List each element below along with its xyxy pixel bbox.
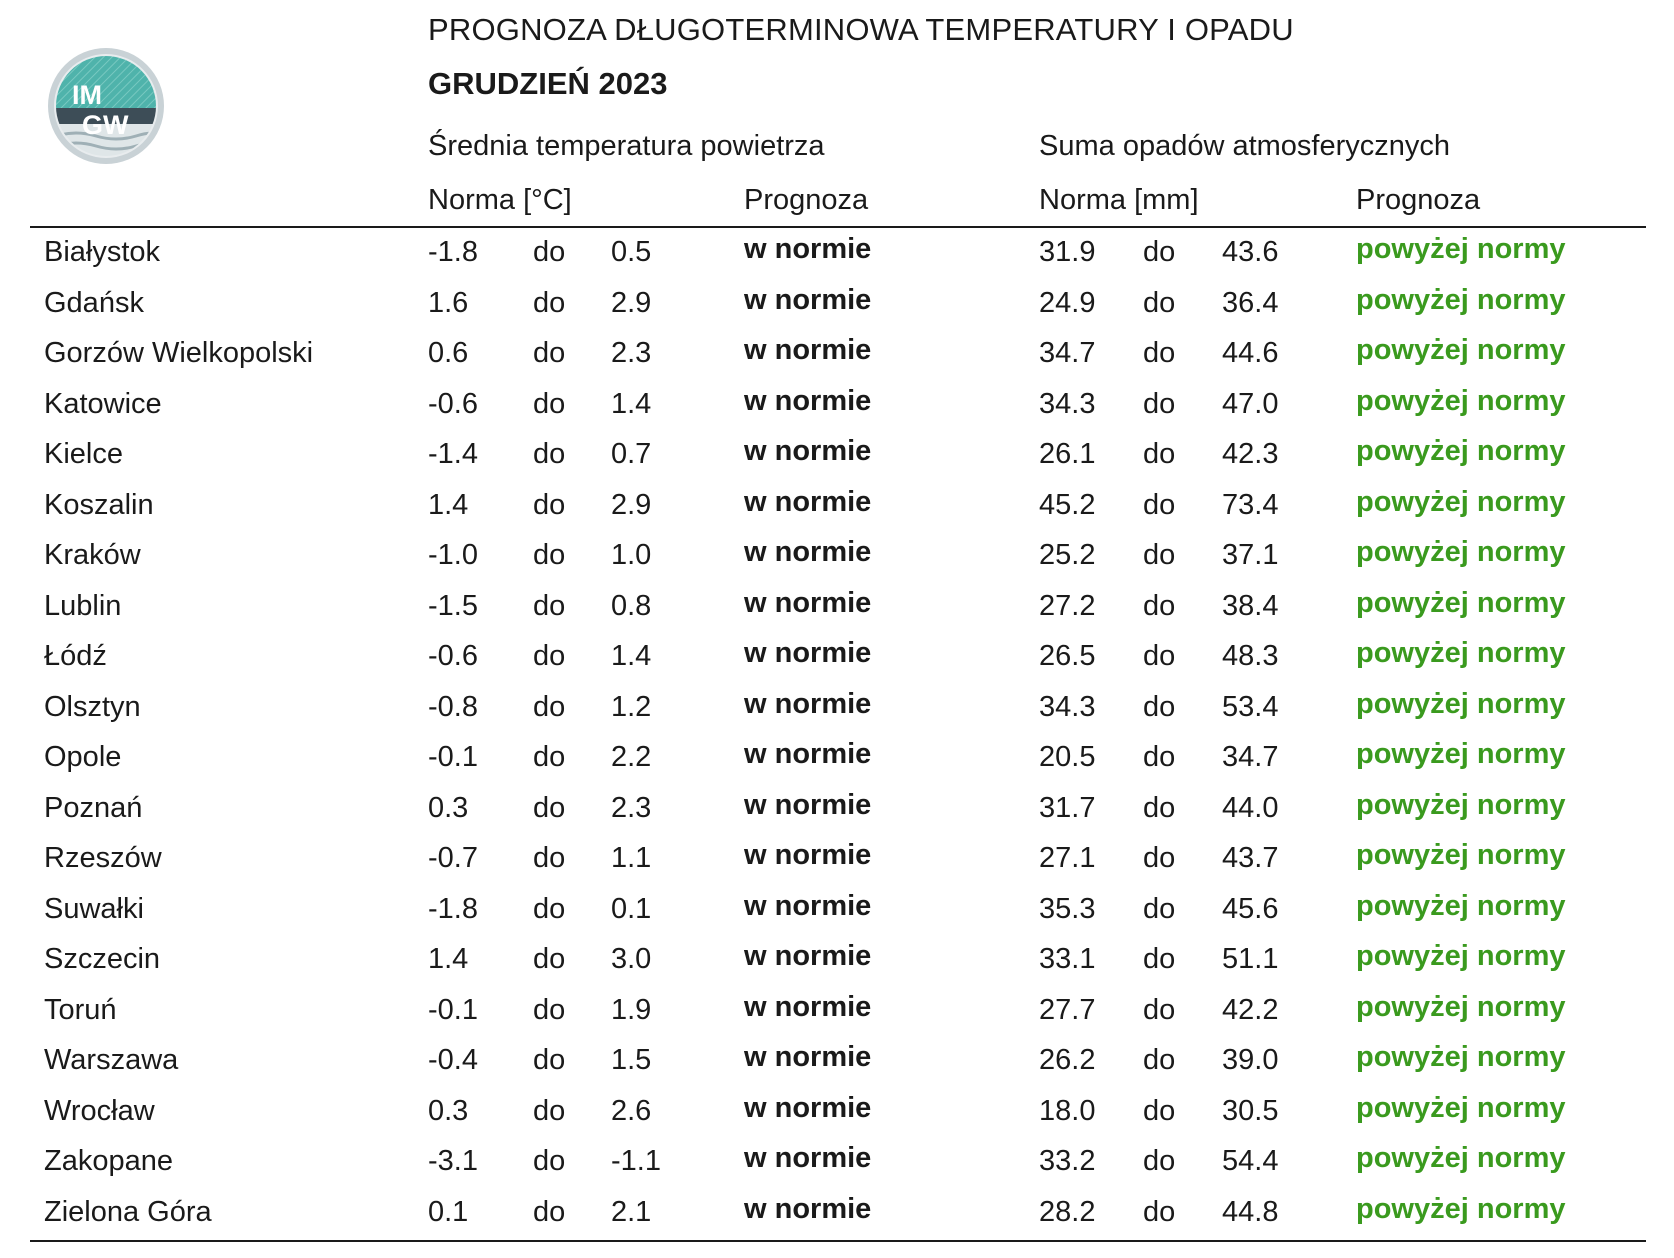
precipitation-forecast: powyżej normy <box>1356 1091 1566 1124</box>
city-name: Opole <box>44 741 122 773</box>
imgw-logo <box>46 46 166 166</box>
precipitation-norm-min: 18.0 <box>1039 1094 1096 1127</box>
temperature-range-separator: do <box>533 236 566 268</box>
logo-text-bottom: GW <box>82 110 129 140</box>
table-row <box>0 834 1674 885</box>
temperature-norm-max: 2.9 <box>611 286 652 319</box>
temperature-norm-min: 0.6 <box>428 337 469 369</box>
precipitation-norm-min: 33.1 <box>1039 943 1096 975</box>
precipitation-range-separator: do <box>1143 943 1176 975</box>
city-name: Zakopane <box>44 1145 173 1177</box>
precipitation-norm-min: 26.1 <box>1039 438 1096 470</box>
precipitation-norm-min: 27.2 <box>1039 589 1096 622</box>
city-name: Łódź <box>44 640 107 672</box>
temperature-norm-max: 1.4 <box>611 640 652 672</box>
temperature-range-separator: do <box>533 286 566 319</box>
precipitation-forecast-header: Prognoza <box>1356 184 1481 216</box>
city-name: Rzeszów <box>44 842 162 874</box>
precipitation-range-separator: do <box>1143 1195 1176 1228</box>
table-row <box>0 632 1674 683</box>
temperature-norm-min: 1.4 <box>428 943 469 975</box>
precipitation-range-separator: do <box>1143 791 1176 824</box>
temperature-norm-max: 1.0 <box>611 539 652 571</box>
precipitation-norm-min: 31.9 <box>1039 236 1096 268</box>
precipitation-forecast: powyżej normy <box>1356 334 1566 366</box>
temperature-forecast: w normie <box>744 1041 872 1073</box>
temperature-forecast: w normie <box>744 839 872 871</box>
city-name: Katowice <box>44 387 162 420</box>
precipitation-forecast: powyżej normy <box>1356 283 1566 316</box>
temperature-norm-min: -0.1 <box>428 993 478 1026</box>
precipitation-range-separator: do <box>1143 337 1176 369</box>
city-name: Warszawa <box>44 1044 179 1076</box>
precipitation-range-separator: do <box>1143 1094 1176 1127</box>
temperature-range-separator: do <box>533 1044 566 1076</box>
temperature-forecast: w normie <box>744 536 872 568</box>
temperature-norm-min: -1.0 <box>428 539 478 571</box>
temperature-norm-min: -0.1 <box>428 741 478 773</box>
table-row <box>0 1036 1674 1087</box>
precipitation-norm-max: 48.3 <box>1222 640 1279 672</box>
temperature-range-separator: do <box>533 387 566 420</box>
city-name: Suwałki <box>44 892 144 925</box>
precipitation-forecast: powyżej normy <box>1356 687 1566 720</box>
precipitation-forecast: powyżej normy <box>1356 1192 1566 1225</box>
precipitation-range-separator: do <box>1143 589 1176 622</box>
page-title: PROGNOZA DŁUGOTERMINOWA TEMPERATURY I OPADU <box>428 12 1294 47</box>
precipitation-norm-min: 25.2 <box>1039 539 1096 571</box>
temperature-norm-max: 2.2 <box>611 741 652 773</box>
precipitation-forecast: powyżej normy <box>1356 1142 1566 1174</box>
precipitation-norm-min: 28.2 <box>1039 1195 1096 1228</box>
precipitation-forecast: powyżej normy <box>1356 889 1566 922</box>
temperature-norm-max: 2.1 <box>611 1195 652 1228</box>
city-name: Gdańsk <box>44 286 144 319</box>
temperature-norm-min: -1.8 <box>428 892 478 925</box>
temperature-norm-max: 2.6 <box>611 1094 652 1127</box>
temperature-range-separator: do <box>533 640 566 672</box>
table-row <box>0 1137 1674 1188</box>
city-name: Lublin <box>44 589 122 622</box>
table-row <box>0 733 1674 784</box>
precipitation-norm-header: Norma [mm] <box>1039 184 1199 216</box>
temperature-norm-min: -0.4 <box>428 1044 478 1076</box>
precipitation-norm-min: 27.1 <box>1039 842 1096 874</box>
precipitation-norm-max: 39.0 <box>1222 1044 1279 1076</box>
precipitation-norm-min: 35.3 <box>1039 892 1096 925</box>
precipitation-norm-max: 54.4 <box>1222 1145 1279 1177</box>
precipitation-norm-min: 20.5 <box>1039 741 1096 773</box>
temperature-norm-max: 0.8 <box>611 589 652 622</box>
temperature-norm-min: 0.3 <box>428 791 469 824</box>
city-name: Toruń <box>44 993 117 1026</box>
temperature-forecast: w normie <box>744 889 872 922</box>
table-row <box>0 329 1674 380</box>
precipitation-forecast: powyżej normy <box>1356 233 1566 265</box>
temperature-range-separator: do <box>533 1145 566 1177</box>
precipitation-range-separator: do <box>1143 387 1176 420</box>
temperature-forecast: w normie <box>744 586 872 619</box>
temperature-norm-header: Norma [°C] <box>428 184 572 216</box>
forecast-table <box>0 228 1674 1238</box>
precipitation-range-separator: do <box>1143 690 1176 723</box>
temperature-range-separator: do <box>533 539 566 571</box>
temperature-norm-max: 2.3 <box>611 791 652 824</box>
precipitation-forecast: powyżej normy <box>1356 839 1566 871</box>
temperature-norm-max: 0.5 <box>611 236 652 268</box>
table-row <box>0 531 1674 582</box>
temperature-forecast: w normie <box>744 384 872 417</box>
precipitation-forecast: powyżej normy <box>1356 435 1566 467</box>
table-row <box>0 228 1674 279</box>
precipitation-range-separator: do <box>1143 640 1176 672</box>
table-row <box>0 1188 1674 1239</box>
temperature-norm-min: -0.8 <box>428 690 478 723</box>
precipitation-section-heading: Suma opadów atmosferycznych <box>1039 130 1451 162</box>
precipitation-norm-max: 30.5 <box>1222 1094 1279 1127</box>
precipitation-range-separator: do <box>1143 488 1176 521</box>
precipitation-norm-max: 37.1 <box>1222 539 1279 571</box>
temperature-range-separator: do <box>533 488 566 521</box>
precipitation-norm-max: 42.2 <box>1222 993 1279 1026</box>
precipitation-norm-min: 31.7 <box>1039 791 1096 824</box>
temperature-forecast: w normie <box>744 233 872 265</box>
temperature-forecast: w normie <box>744 687 872 720</box>
temperature-norm-max: 1.4 <box>611 387 652 420</box>
temperature-forecast: w normie <box>744 485 872 518</box>
precipitation-norm-max: 34.7 <box>1222 741 1279 773</box>
precipitation-norm-max: 36.4 <box>1222 286 1279 319</box>
precipitation-range-separator: do <box>1143 892 1176 925</box>
precipitation-norm-min: 27.7 <box>1039 993 1096 1026</box>
temperature-range-separator: do <box>533 842 566 874</box>
city-name: Kielce <box>44 438 123 470</box>
temperature-norm-min: 0.1 <box>428 1195 469 1228</box>
precipitation-range-separator: do <box>1143 286 1176 319</box>
page-subtitle: GRUDZIEŃ 2023 <box>428 66 668 101</box>
table-row <box>0 683 1674 734</box>
precipitation-forecast: powyżej normy <box>1356 940 1566 972</box>
temperature-norm-max: 3.0 <box>611 943 652 975</box>
temperature-norm-min: -0.6 <box>428 387 478 420</box>
temperature-range-separator: do <box>533 943 566 975</box>
precipitation-norm-max: 38.4 <box>1222 589 1279 622</box>
precipitation-forecast: powyżej normy <box>1356 738 1566 770</box>
precipitation-range-separator: do <box>1143 993 1176 1026</box>
temperature-norm-min: 1.4 <box>428 488 469 521</box>
temperature-range-separator: do <box>533 741 566 773</box>
temperature-norm-max: 1.5 <box>611 1044 652 1076</box>
city-name: Gorzów Wielkopolski <box>44 337 314 369</box>
temperature-forecast: w normie <box>744 283 872 316</box>
temperature-norm-min: -3.1 <box>428 1145 478 1177</box>
temperature-norm-max: 0.7 <box>611 438 652 470</box>
precipitation-forecast: powyżej normy <box>1356 788 1566 821</box>
precipitation-norm-max: 45.6 <box>1222 892 1279 925</box>
precipitation-norm-min: 24.9 <box>1039 286 1096 319</box>
precipitation-norm-max: 47.0 <box>1222 387 1279 420</box>
temperature-norm-max: -1.1 <box>611 1145 661 1177</box>
precipitation-range-separator: do <box>1143 741 1176 773</box>
precipitation-forecast: powyżej normy <box>1356 1041 1566 1073</box>
precipitation-norm-max: 51.1 <box>1222 943 1279 975</box>
precipitation-norm-min: 45.2 <box>1039 488 1096 521</box>
precipitation-norm-max: 43.6 <box>1222 236 1279 268</box>
precipitation-norm-min: 33.2 <box>1039 1145 1096 1177</box>
precipitation-norm-min: 34.3 <box>1039 387 1096 420</box>
precipitation-norm-max: 44.0 <box>1222 791 1279 824</box>
temperature-range-separator: do <box>533 589 566 622</box>
table-row <box>0 784 1674 835</box>
precipitation-forecast: powyżej normy <box>1356 485 1566 518</box>
city-name: Zielona Góra <box>44 1195 212 1228</box>
temperature-forecast: w normie <box>744 1142 872 1174</box>
temperature-section-heading: Średnia temperatura powietrza <box>428 130 825 162</box>
temperature-forecast: w normie <box>744 637 872 669</box>
precipitation-forecast: powyżej normy <box>1356 637 1566 669</box>
temperature-norm-max: 2.9 <box>611 488 652 521</box>
precipitation-norm-max: 44.8 <box>1222 1195 1279 1228</box>
temperature-norm-max: 1.2 <box>611 690 652 723</box>
precipitation-range-separator: do <box>1143 1145 1176 1177</box>
precipitation-norm-max: 53.4 <box>1222 690 1279 723</box>
temperature-forecast: w normie <box>744 1192 872 1225</box>
precipitation-range-separator: do <box>1143 438 1176 470</box>
temperature-norm-max: 2.3 <box>611 337 652 369</box>
precipitation-forecast: powyżej normy <box>1356 536 1566 568</box>
temperature-norm-min: -1.8 <box>428 236 478 268</box>
precipitation-norm-min: 34.3 <box>1039 690 1096 723</box>
temperature-norm-min: 1.6 <box>428 286 469 319</box>
table-row <box>0 986 1674 1037</box>
precipitation-forecast: powyżej normy <box>1356 586 1566 619</box>
table-row <box>0 430 1674 481</box>
precipitation-norm-min: 26.5 <box>1039 640 1096 672</box>
table-row <box>0 885 1674 936</box>
precipitation-norm-max: 43.7 <box>1222 842 1279 874</box>
temperature-range-separator: do <box>533 1094 566 1127</box>
city-name: Olsztyn <box>44 690 141 723</box>
temperature-forecast: w normie <box>744 940 872 972</box>
precipitation-forecast: powyżej normy <box>1356 384 1566 417</box>
table-row <box>0 481 1674 532</box>
temperature-norm-max: 1.9 <box>611 993 652 1026</box>
temperature-range-separator: do <box>533 438 566 470</box>
temperature-range-separator: do <box>533 690 566 723</box>
temperature-range-separator: do <box>533 1195 566 1228</box>
footer-rule <box>30 1240 1646 1242</box>
precipitation-norm-min: 34.7 <box>1039 337 1096 369</box>
table-row <box>0 1087 1674 1138</box>
city-name: Poznań <box>44 791 143 824</box>
precipitation-norm-max: 44.6 <box>1222 337 1279 369</box>
table-row <box>0 279 1674 330</box>
temperature-norm-min: -1.5 <box>428 589 478 622</box>
temperature-range-separator: do <box>533 337 566 369</box>
temperature-range-separator: do <box>533 892 566 925</box>
temperature-norm-min: -1.4 <box>428 438 478 470</box>
temperature-norm-max: 0.1 <box>611 892 652 925</box>
temperature-norm-min: -0.6 <box>428 640 478 672</box>
temperature-range-separator: do <box>533 993 566 1026</box>
city-name: Białystok <box>44 236 161 268</box>
table-row <box>0 582 1674 633</box>
temperature-norm-max: 1.1 <box>611 842 652 874</box>
city-name: Koszalin <box>44 488 154 521</box>
temperature-forecast: w normie <box>744 1091 872 1124</box>
precipitation-forecast: powyżej normy <box>1356 990 1566 1023</box>
temperature-forecast: w normie <box>744 788 872 821</box>
precipitation-norm-max: 42.3 <box>1222 438 1279 470</box>
city-name: Kraków <box>44 539 141 571</box>
temperature-forecast: w normie <box>744 334 872 366</box>
table-row <box>0 380 1674 431</box>
temperature-forecast: w normie <box>744 435 872 467</box>
temperature-forecast: w normie <box>744 738 872 770</box>
precipitation-range-separator: do <box>1143 539 1176 571</box>
precipitation-norm-min: 26.2 <box>1039 1044 1096 1076</box>
temperature-forecast-header: Prognoza <box>744 184 869 216</box>
temperature-range-separator: do <box>533 791 566 824</box>
logo-text-top: IM <box>72 80 102 110</box>
city-name: Wrocław <box>44 1094 155 1127</box>
table-row <box>0 935 1674 986</box>
precipitation-norm-max: 73.4 <box>1222 488 1279 521</box>
city-name: Szczecin <box>44 943 161 975</box>
precipitation-range-separator: do <box>1143 842 1176 874</box>
precipitation-range-separator: do <box>1143 1044 1176 1076</box>
temperature-norm-min: 0.3 <box>428 1094 469 1127</box>
temperature-norm-min: -0.7 <box>428 842 478 874</box>
precipitation-range-separator: do <box>1143 236 1176 268</box>
temperature-forecast: w normie <box>744 990 872 1023</box>
